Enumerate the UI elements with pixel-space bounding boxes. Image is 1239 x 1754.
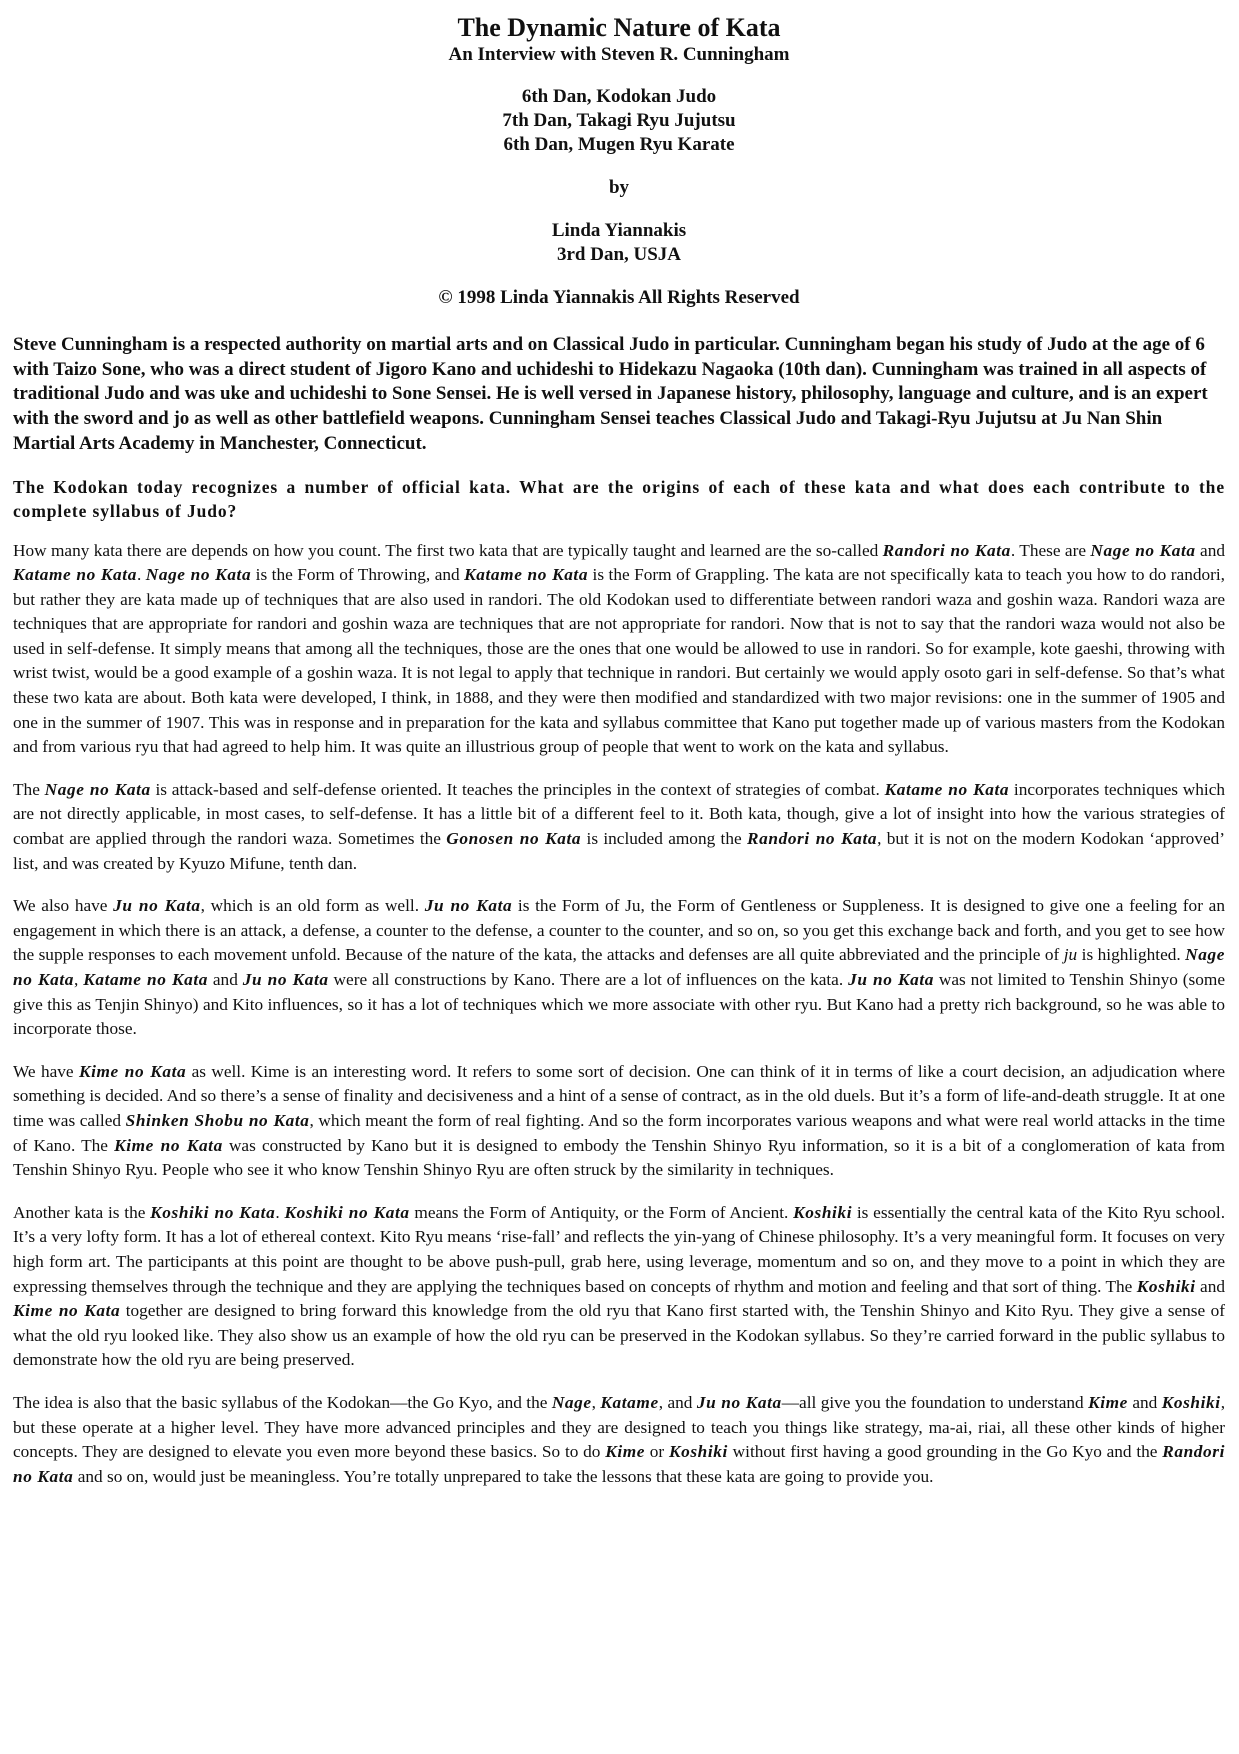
kata-name: Ju no Kata — [242, 970, 329, 990]
rank-line: 6th Dan, Kodokan Judo — [521, 86, 717, 107]
paragraph-text: without first having a good grounding in the Go Kyo and the — [727, 1442, 1163, 1462]
paragraph-text: , which is an old form as well. — [200, 896, 425, 916]
author-block — [13, 219, 1225, 267]
paragraph-text: . — [275, 1202, 285, 1222]
kata-name: Nage no Kata — [44, 779, 151, 799]
kata-name: Koshiki — [1136, 1276, 1196, 1296]
kata-name: Nage no Kata — [145, 565, 252, 585]
kata-name: Katame no Kata — [83, 970, 208, 990]
paragraph-text: , — [591, 1392, 601, 1412]
paragraph-text: is the Form of Ju, the Form of Gentleness or Suppleness. It is designed to give one a feeling for an engagement in which there is an attack, a defense, a counter to the defense, a counter to the counter, and so on, so you get this exchange back and forth, and you get to see how the supple responses to each movement unfold. Because of the nature of the kata, the attacks and defenses are all quite abbreviated and the principle of — [13, 896, 1225, 965]
kata-name: Ju no Kata — [113, 896, 201, 916]
paragraph-text: , — [73, 970, 84, 990]
paragraph-text: Another kata is the — [13, 1202, 151, 1222]
paragraph-text: and — [1195, 1276, 1225, 1296]
kata-name: Randori no Kata — [13, 1442, 1225, 1486]
paragraph-text: and — [207, 970, 243, 990]
paragraph-text: We have — [13, 1061, 79, 1081]
paragraph-text: together are designed to bring forward this knowledge from the old ryu that Kano first started with, the Tenshin Shinyo and Kito Ryu. They give a sense of what the old ryu looked like. They also show us an example of how the old ryu can be preserved in the Kodokan syllabus. So they’re carried forward in the public syllabus to demonstrate how the old ryu are being preserved. — [13, 1301, 1225, 1370]
document-subtitle: An Interview with Steven R. Cunningham — [448, 44, 790, 65]
kata-name: Koshiki — [793, 1202, 853, 1222]
kata-name: Randori no Kata — [882, 540, 1011, 560]
kata-name: Kime — [1088, 1392, 1128, 1412]
answer-paragraph — [13, 778, 1225, 876]
paragraph-text: and so on, would just be meaningless. You’re totally unprepared to take the lessons that these kata are going to provide you. — [73, 1466, 934, 1486]
paragraph-text: We also have — [13, 896, 114, 916]
kata-name: Katame — [600, 1392, 659, 1412]
paragraph-text: means the Form of Antiquity, or the Form of Ancient. — [409, 1202, 794, 1222]
paragraph-text: How many kata there are depends on how you count. The first two kata that are typically taught and learned are the so-called — [13, 540, 883, 560]
paragraph-text: , but these operate at a higher level. They have more advanced principles and they are designed to teach you things like strategy, ma-ai, riai, all these other kinds of higher concepts. They are designed to elevate you even more beyond these basics. So to do — [13, 1392, 1226, 1462]
rank-line: 7th Dan, Takagi Ryu Jujutsu — [502, 110, 736, 131]
kata-name: Katame no Kata — [464, 565, 589, 585]
paragraph-text: . These are — [1010, 540, 1091, 560]
kata-name: Katame no Kata — [13, 565, 137, 585]
kata-name: Nage no Kata — [1090, 540, 1196, 560]
paragraph-text: is highlighted. — [1077, 945, 1186, 965]
paragraph-text: . — [136, 565, 146, 585]
kata-name: Koshiki no Kata — [150, 1202, 276, 1222]
italic-term: ju — [1063, 945, 1078, 965]
paragraph-text: was constructed by Kano but it is designed to embody the Tenshin Shinyo Ryu information, so it is a bit of a conglomeration of kata from Tenshin Shinyo Ryu. People who see it who know Tenshin Shinyo Ryu are often struck by the similarity in techniques. — [13, 1135, 1225, 1180]
kata-name: Kime — [605, 1442, 646, 1462]
answer-paragraph — [13, 894, 1225, 1042]
kata-name: Katame no Kata — [884, 779, 1010, 799]
paragraph-text: is included among the — [581, 829, 747, 849]
interview-question: The Kodokan today recognizes a number of official kata. What are the origins of each of these kata and what does each contribute to the complete syllabus of Judo? — [13, 476, 1225, 521]
kata-name: Koshiki no Kata — [284, 1202, 410, 1222]
paragraph-text: as well. Kime is an interesting word. It refers to some sort of decision. One can think of it in terms of like a court decision, an adjudication where something is decided. And so there’s a sense of finality and decisiveness and a hint of a sense of contract, as in the old duels. But it’s a form of life-and-death struggle. It at one time was called — [13, 1061, 1225, 1130]
paragraph-text: is the Form of Grappling. The kata are not specifically kata to teach you how to do randori, but rather they are kata made up of techniques that are also used in randori. The old Kodokan used to differentiate between randori waza and goshin waza. Randori waza are techniques that are appropriate for randori and goshin waza are techniques that are not appropriate for randori. Now that is not to say that the randori waza would not also be used in self-defense. It simply means that among all the techniques, those are the ones that one would be allowed to use in randori. So for example, kote gaeshi, throwing with wrist twist, would be a good example of a goshin waza. It is not legal to apply that technique in randori. But certainly we would apply osoto gari in self-defense. So that’s what these two kata are about. Both kata were developed, I think, in 1888, and they were then modified and standardized with two major revisions: one in the summer of 1905 and one in the summer of 1907. This was in response and in preparation for the kata and syllabus committee that Kano put together made up of various masters from the Kodokan and from various ryu that had agreed to help him. It was quite an illustrious group of people that went to work on the kata and syllabus. — [13, 565, 1226, 757]
rank-line: 6th Dan, Mugen Ryu Karate — [503, 134, 735, 155]
kata-name: Gonosen no Kata — [446, 829, 582, 849]
paragraph-text: The idea is also that the basic syllabus of the Kodokan—the Go Kyo, and the — [13, 1392, 552, 1412]
kata-name: Ju no Kata — [696, 1392, 782, 1412]
kata-name: Ju no Kata — [848, 970, 934, 990]
kata-name: Randori no Kata — [747, 829, 878, 849]
paragraph-text: and — [1195, 540, 1226, 560]
kata-name: Koshiki — [668, 1442, 728, 1462]
author-rank: 3rd Dan, USJA — [556, 244, 682, 265]
paragraph-text: incorporates techniques which are not directly applicable, in most cases, to self-defense. It has a little bit of a different feel to it. Both kata, though, give a lot of insight into how the various strategies of combat are applied through the randori waza. Sometimes the — [13, 779, 1226, 849]
paragraph-text: is essentially the central kata of the Kito Ryu school. It’s a very lofty form. It has a lot of ethereal context. Kito Ryu means ‘rise-fall’ and reflects the yin-yang of Chinese philosophy. It’s a very meaningful form. It focuses on very high form art. The participants at this point are thought to be above push-pull, grab here, using leverage, momentum and so on, and they move to a point in which they are expressing themselves through the technique and they are applying the techniques based on concepts of rhythm and motion and feeling and that sort of thing. The — [13, 1202, 1226, 1296]
copyright-notice: © 1998 Linda Yiannakis All Rights Reserved — [438, 287, 800, 308]
paragraph-text: , which meant the form of real fighting. And so the form incorporates various weapons and what were real world attacks in the time of Kano. The — [13, 1110, 1225, 1155]
paragraph-text: and — [1127, 1392, 1162, 1412]
answer-paragraph — [13, 1201, 1225, 1373]
paragraph-text: The — [13, 779, 45, 799]
paragraph-text: , and — [658, 1392, 697, 1412]
kata-name: Ju no Kata — [424, 896, 513, 916]
kata-name: Nage no Kata — [13, 945, 1226, 990]
paragraph-text: is attack-based and self-defense oriented. It teaches the principles in the context of strategies of combat. — [150, 779, 885, 799]
intro-paragraph: Steve Cunningham is a respected authority on martial arts and on Classical Judo in particular. Cunningham began his study of Judo at the age of 6 with Taizo Sone, who was a direct student of Jigoro Kano and uchideshi to Hidekazu Nagaoka (10th dan). Cunningham was trained in all aspects of traditional Judo and was uke and uchideshi to Sone Sensei. He is well versed in Japanese history, philosophy, language and culture, and is an expert with the sword and jo as well as other battlefield weapons. Cunningham Sensei teaches Classical Judo and Takagi-Ryu Jujutsu at Ju Nan Shin Martial Arts Academy in Manchester, Connecticut. — [13, 334, 1208, 454]
paragraph-text: were all constructions by Kano. There are a lot of influences on the kata. — [328, 970, 849, 990]
answer-paragraph — [13, 1060, 1225, 1183]
kata-name: Kime no Kata — [13, 1301, 121, 1321]
answer-paragraph — [13, 1391, 1225, 1489]
paragraph-text: is the Form of Throwing, and — [251, 565, 465, 585]
answer-paragraph — [13, 539, 1225, 760]
paragraph-text: , but it is not on the modern Kodokan ‘approved’ list, and was created by Kyuzo Mifune, tenth dan. — [13, 829, 1226, 873]
paragraph-text: or — [645, 1442, 669, 1462]
kata-name: Kime no Kata — [78, 1061, 187, 1081]
kata-name: Shinken Shobu no Kata — [125, 1110, 310, 1130]
answer-body — [13, 539, 1225, 1490]
interviewee-ranks — [13, 85, 1225, 157]
kata-name: Kime no Kata — [114, 1135, 223, 1155]
paragraph-text: was not limited to Tenshin Shinyo (some give this as Tenjin Shinyo) and Kito influences, so it has a lot of techniques which we more associate with other ryu. But Kano had a pretty rich background, so he was able to incorporate those. — [13, 970, 1226, 1039]
kata-name: Koshiki — [1161, 1392, 1221, 1412]
document-title: The Dynamic Nature of Kata — [457, 13, 781, 42]
author-name: Linda Yiannakis — [551, 220, 687, 241]
byline-by: by — [608, 177, 630, 198]
paragraph-text: —all give you the foundation to understand — [781, 1392, 1089, 1412]
kata-name: Nage — [551, 1392, 592, 1412]
